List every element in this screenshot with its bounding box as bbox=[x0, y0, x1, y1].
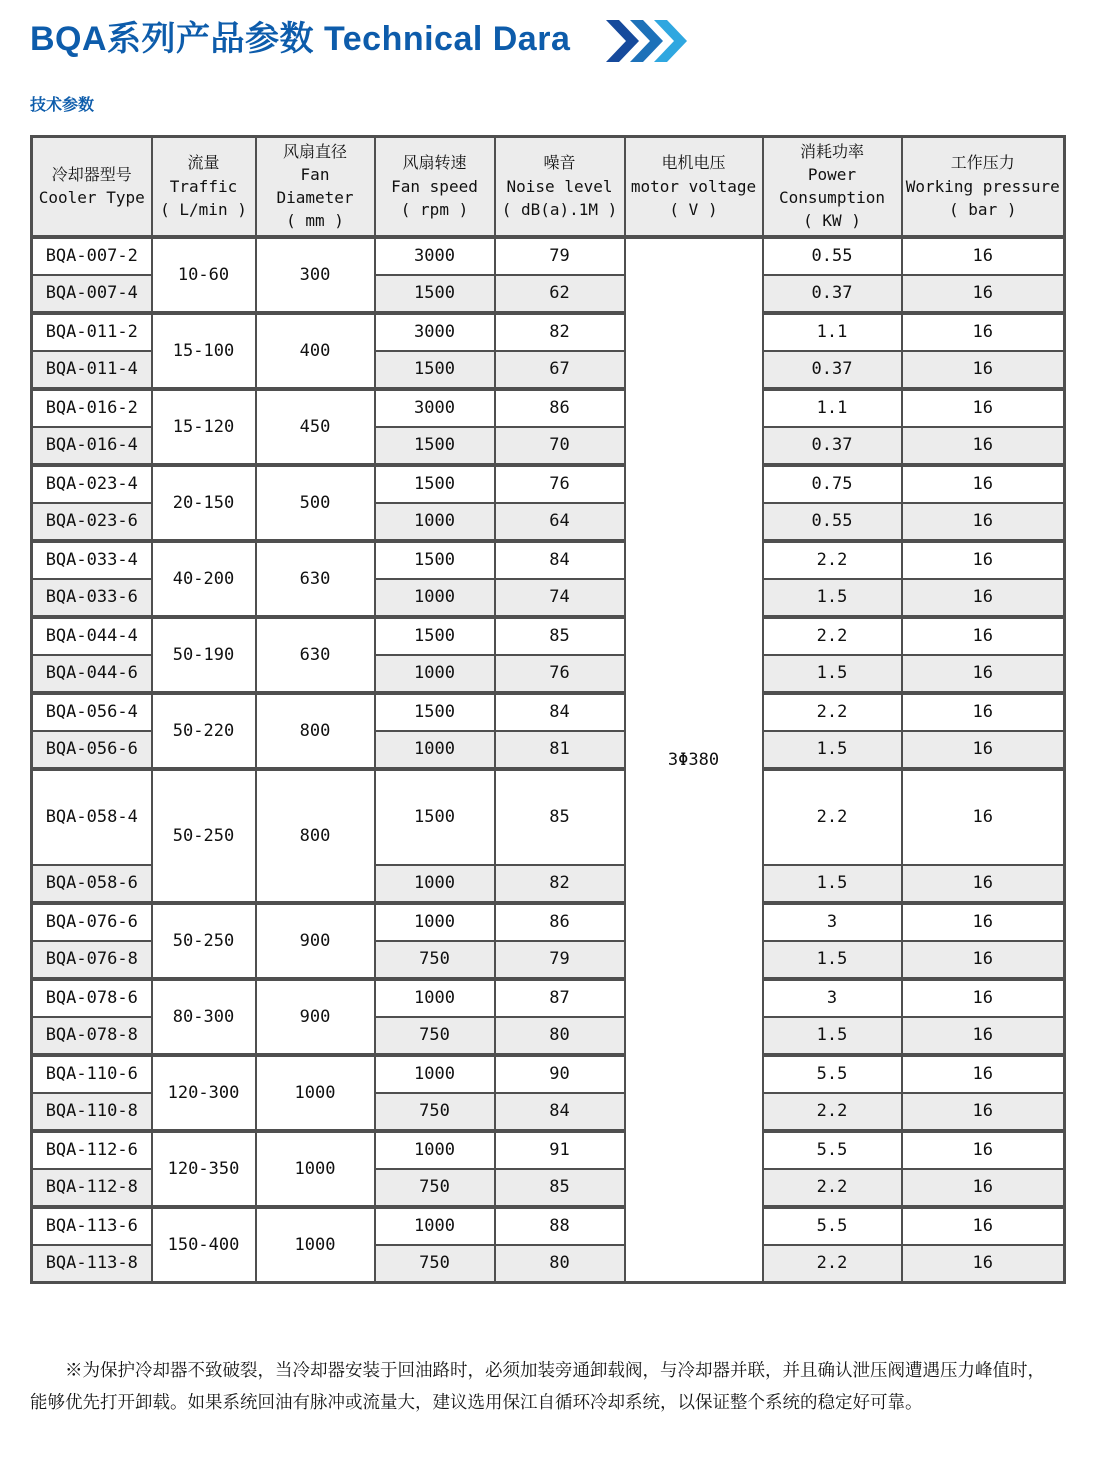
table-row bbox=[32, 237, 1065, 275]
header-line: ( mm ) bbox=[286, 211, 344, 231]
noise-cell: 84 bbox=[495, 541, 625, 579]
diameter-cell: 630 bbox=[256, 617, 375, 693]
power-cell: 1.5 bbox=[763, 579, 902, 617]
header-cell-fan-diameter bbox=[256, 137, 375, 237]
header-line: 工作压力 bbox=[950, 153, 1015, 173]
power-cell: 3 bbox=[763, 903, 902, 941]
pressure-cell: 16 bbox=[902, 903, 1065, 941]
pressure-cell: 16 bbox=[902, 503, 1065, 541]
speed-cell: 1000 bbox=[375, 1207, 495, 1245]
diameter-cell: 900 bbox=[256, 903, 375, 979]
model-cell: BQA-007-4 bbox=[32, 275, 152, 313]
noise-cell: 79 bbox=[495, 941, 625, 979]
diameter-cell: 800 bbox=[256, 769, 375, 903]
speed-cell: 1000 bbox=[375, 579, 495, 617]
model-cell: BQA-076-6 bbox=[32, 903, 152, 941]
power-cell: 0.55 bbox=[763, 503, 902, 541]
model-cell: BQA-056-4 bbox=[32, 693, 152, 731]
power-cell: 2.2 bbox=[763, 617, 902, 655]
pressure-cell: 16 bbox=[902, 617, 1065, 655]
traffic-cell: 80-300 bbox=[152, 979, 256, 1055]
power-cell: 2.2 bbox=[763, 693, 902, 731]
traffic-cell: 15-120 bbox=[152, 389, 256, 465]
header-line: ( L/min ) bbox=[160, 199, 247, 219]
power-cell: 5.5 bbox=[763, 1131, 902, 1169]
chevron-1 bbox=[606, 20, 639, 62]
header-line: 噪音 bbox=[543, 153, 576, 173]
pressure-cell: 16 bbox=[902, 1055, 1065, 1093]
spec-table bbox=[30, 135, 1066, 1284]
model-cell: BQA-110-8 bbox=[32, 1093, 152, 1131]
section-subtitle: 技术参数 bbox=[30, 97, 95, 114]
noise-cell: 90 bbox=[495, 1055, 625, 1093]
header-cell-motor-voltage bbox=[625, 137, 763, 237]
pressure-cell: 16 bbox=[902, 313, 1065, 351]
power-cell: 1.5 bbox=[763, 1017, 902, 1055]
pressure-cell: 16 bbox=[902, 1169, 1065, 1207]
header-line: ( bar ) bbox=[949, 199, 1017, 219]
model-cell: BQA-078-6 bbox=[32, 979, 152, 1017]
model-cell: BQA-016-2 bbox=[32, 389, 152, 427]
header-line: 风扇转速 bbox=[402, 153, 467, 173]
speed-cell: 1000 bbox=[375, 865, 495, 903]
table-row bbox=[32, 465, 1065, 503]
speed-cell: 1500 bbox=[375, 351, 495, 389]
speed-cell: 1500 bbox=[375, 693, 495, 731]
traffic-cell: 50-250 bbox=[152, 769, 256, 903]
model-cell: BQA-044-4 bbox=[32, 617, 152, 655]
noise-cell: 86 bbox=[495, 903, 625, 941]
speed-cell: 1000 bbox=[375, 1055, 495, 1093]
speed-cell: 750 bbox=[375, 1017, 495, 1055]
pressure-cell: 16 bbox=[902, 351, 1065, 389]
header-cell-fan-speed bbox=[375, 137, 495, 237]
pressure-cell: 16 bbox=[902, 465, 1065, 503]
traffic-cell: 120-300 bbox=[152, 1055, 256, 1131]
diameter-cell: 900 bbox=[256, 979, 375, 1055]
noise-cell: 84 bbox=[495, 1093, 625, 1131]
noise-cell: 84 bbox=[495, 693, 625, 731]
power-cell: 1.1 bbox=[763, 389, 902, 427]
pressure-cell: 16 bbox=[902, 1131, 1065, 1169]
table-row bbox=[32, 1207, 1065, 1245]
power-cell: 1.1 bbox=[763, 313, 902, 351]
noise-cell: 76 bbox=[495, 465, 625, 503]
diameter-cell: 1000 bbox=[256, 1131, 375, 1207]
model-cell: BQA-113-6 bbox=[32, 1207, 152, 1245]
power-cell: 1.5 bbox=[763, 941, 902, 979]
diameter-cell: 400 bbox=[256, 313, 375, 389]
speed-cell: 1500 bbox=[375, 427, 495, 465]
table-row bbox=[32, 1131, 1065, 1169]
header-line: ( dB(a).1M ) bbox=[501, 199, 618, 219]
power-cell: 0.37 bbox=[763, 275, 902, 313]
power-cell: 3 bbox=[763, 979, 902, 1017]
pressure-cell: 16 bbox=[902, 655, 1065, 693]
power-cell: 5.5 bbox=[763, 1207, 902, 1245]
header-line: ( KW ) bbox=[803, 211, 861, 231]
traffic-cell: 50-250 bbox=[152, 903, 256, 979]
model-cell: BQA-023-6 bbox=[32, 503, 152, 541]
header-cell-traffic bbox=[152, 137, 256, 237]
model-cell: BQA-058-4 bbox=[32, 769, 152, 865]
model-cell: BQA-007-2 bbox=[32, 237, 152, 275]
speed-cell: 1500 bbox=[375, 465, 495, 503]
speed-cell: 750 bbox=[375, 1169, 495, 1207]
pressure-cell: 16 bbox=[902, 1245, 1065, 1283]
header-line: 消耗功率 bbox=[799, 141, 864, 161]
header-line: Fan speed bbox=[391, 176, 478, 196]
pressure-cell: 16 bbox=[902, 865, 1065, 903]
pressure-cell: 16 bbox=[902, 427, 1065, 465]
power-cell: 2.2 bbox=[763, 1245, 902, 1283]
diameter-cell: 630 bbox=[256, 541, 375, 617]
diameter-cell: 1000 bbox=[256, 1055, 375, 1131]
power-cell: 0.37 bbox=[763, 427, 902, 465]
traffic-cell: 10-60 bbox=[152, 237, 256, 313]
noise-cell: 64 bbox=[495, 503, 625, 541]
diameter-cell: 300 bbox=[256, 237, 375, 313]
table-row bbox=[32, 389, 1065, 427]
power-cell: 5.5 bbox=[763, 1055, 902, 1093]
noise-cell: 74 bbox=[495, 579, 625, 617]
page-title: BQA系列产品参数 Technical Dara bbox=[30, 20, 571, 59]
model-cell: BQA-112-6 bbox=[32, 1131, 152, 1169]
header-line: Consumption bbox=[779, 188, 885, 208]
pressure-cell: 16 bbox=[902, 389, 1065, 427]
power-cell: 2.2 bbox=[763, 541, 902, 579]
speed-cell: 1500 bbox=[375, 769, 495, 865]
spec-table-body bbox=[32, 237, 1065, 1283]
pressure-cell: 16 bbox=[902, 979, 1065, 1017]
triple-chevron-right-icon bbox=[606, 20, 706, 62]
power-cell: 1.5 bbox=[763, 865, 902, 903]
noise-cell: 62 bbox=[495, 275, 625, 313]
power-cell: 1.5 bbox=[763, 731, 902, 769]
pressure-cell: 16 bbox=[902, 731, 1065, 769]
speed-cell: 750 bbox=[375, 941, 495, 979]
speed-cell: 1000 bbox=[375, 903, 495, 941]
noise-cell: 79 bbox=[495, 237, 625, 275]
speed-cell: 3000 bbox=[375, 237, 495, 275]
model-cell: BQA-044-6 bbox=[32, 655, 152, 693]
table-row bbox=[32, 617, 1065, 655]
speed-cell: 1500 bbox=[375, 617, 495, 655]
traffic-cell: 120-350 bbox=[152, 1131, 256, 1207]
speed-cell: 750 bbox=[375, 1245, 495, 1283]
header-cell-power-consumption bbox=[763, 137, 902, 237]
pressure-cell: 16 bbox=[902, 1207, 1065, 1245]
model-cell: BQA-112-8 bbox=[32, 1169, 152, 1207]
model-cell: BQA-058-6 bbox=[32, 865, 152, 903]
pressure-cell: 16 bbox=[902, 693, 1065, 731]
noise-cell: 86 bbox=[495, 389, 625, 427]
table-row bbox=[32, 313, 1065, 351]
noise-cell: 70 bbox=[495, 427, 625, 465]
noise-cell: 87 bbox=[495, 979, 625, 1017]
noise-cell: 82 bbox=[495, 865, 625, 903]
header-line: Cooler Type bbox=[38, 188, 145, 208]
model-cell: BQA-113-8 bbox=[32, 1245, 152, 1283]
speed-cell: 750 bbox=[375, 1093, 495, 1131]
header-cell-noise-level bbox=[495, 137, 625, 237]
speed-cell: 1000 bbox=[375, 655, 495, 693]
diameter-cell: 1000 bbox=[256, 1207, 375, 1283]
table-row bbox=[32, 541, 1065, 579]
header-line: Fan Diameter bbox=[276, 165, 354, 208]
traffic-cell: 15-100 bbox=[152, 313, 256, 389]
speed-cell: 3000 bbox=[375, 313, 495, 351]
noise-cell: 91 bbox=[495, 1131, 625, 1169]
model-cell: BQA-011-2 bbox=[32, 313, 152, 351]
page-header bbox=[30, 18, 1070, 62]
header-line: motor voltage bbox=[630, 176, 757, 196]
power-cell: 2.2 bbox=[763, 1169, 902, 1207]
power-cell: 2.2 bbox=[763, 1093, 902, 1131]
table-row bbox=[32, 979, 1065, 1017]
power-cell: 0.75 bbox=[763, 465, 902, 503]
speed-cell: 1000 bbox=[375, 503, 495, 541]
header-cell-cooler-type bbox=[32, 137, 152, 237]
model-cell: BQA-056-6 bbox=[32, 731, 152, 769]
model-cell: BQA-016-4 bbox=[32, 427, 152, 465]
header-line: 冷却器型号 bbox=[51, 165, 132, 185]
speed-cell: 1500 bbox=[375, 541, 495, 579]
spec-table-head bbox=[32, 137, 1065, 237]
header-line: Traffic bbox=[169, 176, 238, 196]
header-row bbox=[32, 137, 1065, 237]
speed-cell: 1000 bbox=[375, 731, 495, 769]
voltage-cell: 3Φ380 bbox=[625, 237, 763, 1283]
pressure-cell: 16 bbox=[902, 1017, 1065, 1055]
header-line: ( V ) bbox=[669, 199, 718, 219]
table-row bbox=[32, 903, 1065, 941]
model-cell: BQA-033-6 bbox=[32, 579, 152, 617]
table-row bbox=[32, 1055, 1065, 1093]
diameter-cell: 500 bbox=[256, 465, 375, 541]
header-line: 风扇直径 bbox=[282, 141, 347, 161]
pressure-cell: 16 bbox=[902, 769, 1065, 865]
pressure-cell: 16 bbox=[902, 941, 1065, 979]
model-cell: BQA-078-8 bbox=[32, 1017, 152, 1055]
header-line: 电机电压 bbox=[661, 153, 726, 173]
power-cell: 0.55 bbox=[763, 237, 902, 275]
pressure-cell: 16 bbox=[902, 275, 1065, 313]
diameter-cell: 800 bbox=[256, 693, 375, 769]
table-row bbox=[32, 693, 1065, 731]
traffic-cell: 150-400 bbox=[152, 1207, 256, 1283]
model-cell: BQA-023-4 bbox=[32, 465, 152, 503]
noise-cell: 82 bbox=[495, 313, 625, 351]
noise-cell: 67 bbox=[495, 351, 625, 389]
pressure-cell: 16 bbox=[902, 541, 1065, 579]
noise-cell: 85 bbox=[495, 769, 625, 865]
header-line: ( rpm ) bbox=[400, 199, 469, 219]
speed-cell: 3000 bbox=[375, 389, 495, 427]
speed-cell: 1000 bbox=[375, 1131, 495, 1169]
pressure-cell: 16 bbox=[902, 579, 1065, 617]
header-line: Power bbox=[807, 165, 857, 185]
model-cell: BQA-033-4 bbox=[32, 541, 152, 579]
speed-cell: 1500 bbox=[375, 275, 495, 313]
noise-cell: 81 bbox=[495, 731, 625, 769]
power-cell: 0.37 bbox=[763, 351, 902, 389]
noise-cell: 80 bbox=[495, 1017, 625, 1055]
header-line: 流量 bbox=[187, 153, 220, 173]
traffic-cell: 50-190 bbox=[152, 617, 256, 693]
diameter-cell: 450 bbox=[256, 389, 375, 465]
header-cell-working-pressure bbox=[902, 137, 1065, 237]
noise-cell: 80 bbox=[495, 1245, 625, 1283]
header-line: Noise level bbox=[506, 176, 613, 196]
table-row bbox=[32, 769, 1065, 865]
traffic-cell: 40-200 bbox=[152, 541, 256, 617]
model-cell: BQA-011-4 bbox=[32, 351, 152, 389]
noise-cell: 85 bbox=[495, 1169, 625, 1207]
pressure-cell: 16 bbox=[902, 1093, 1065, 1131]
noise-cell: 88 bbox=[495, 1207, 625, 1245]
power-cell: 1.5 bbox=[763, 655, 902, 693]
model-cell: BQA-110-6 bbox=[32, 1055, 152, 1093]
pressure-cell: 16 bbox=[902, 237, 1065, 275]
traffic-cell: 20-150 bbox=[152, 465, 256, 541]
noise-cell: 76 bbox=[495, 655, 625, 693]
header-line: Working pressure bbox=[905, 176, 1060, 196]
power-cell: 2.2 bbox=[763, 769, 902, 865]
model-cell: BQA-076-8 bbox=[32, 941, 152, 979]
traffic-cell: 50-220 bbox=[152, 693, 256, 769]
footnote: ※为保护冷却器不致破裂，当冷却器安装于回油路时，必须加装旁通卸载阀，与冷却器并联，并且确认泄压阀遭遇压力峰值时，能够优先打开卸载。如果系统回油有脉冲或流量大，建议选用保江自循环冷却系统，以保证整个系统的稳定好可靠。 bbox=[30, 1360, 1045, 1413]
speed-cell: 1000 bbox=[375, 979, 495, 1017]
noise-cell: 85 bbox=[495, 617, 625, 655]
